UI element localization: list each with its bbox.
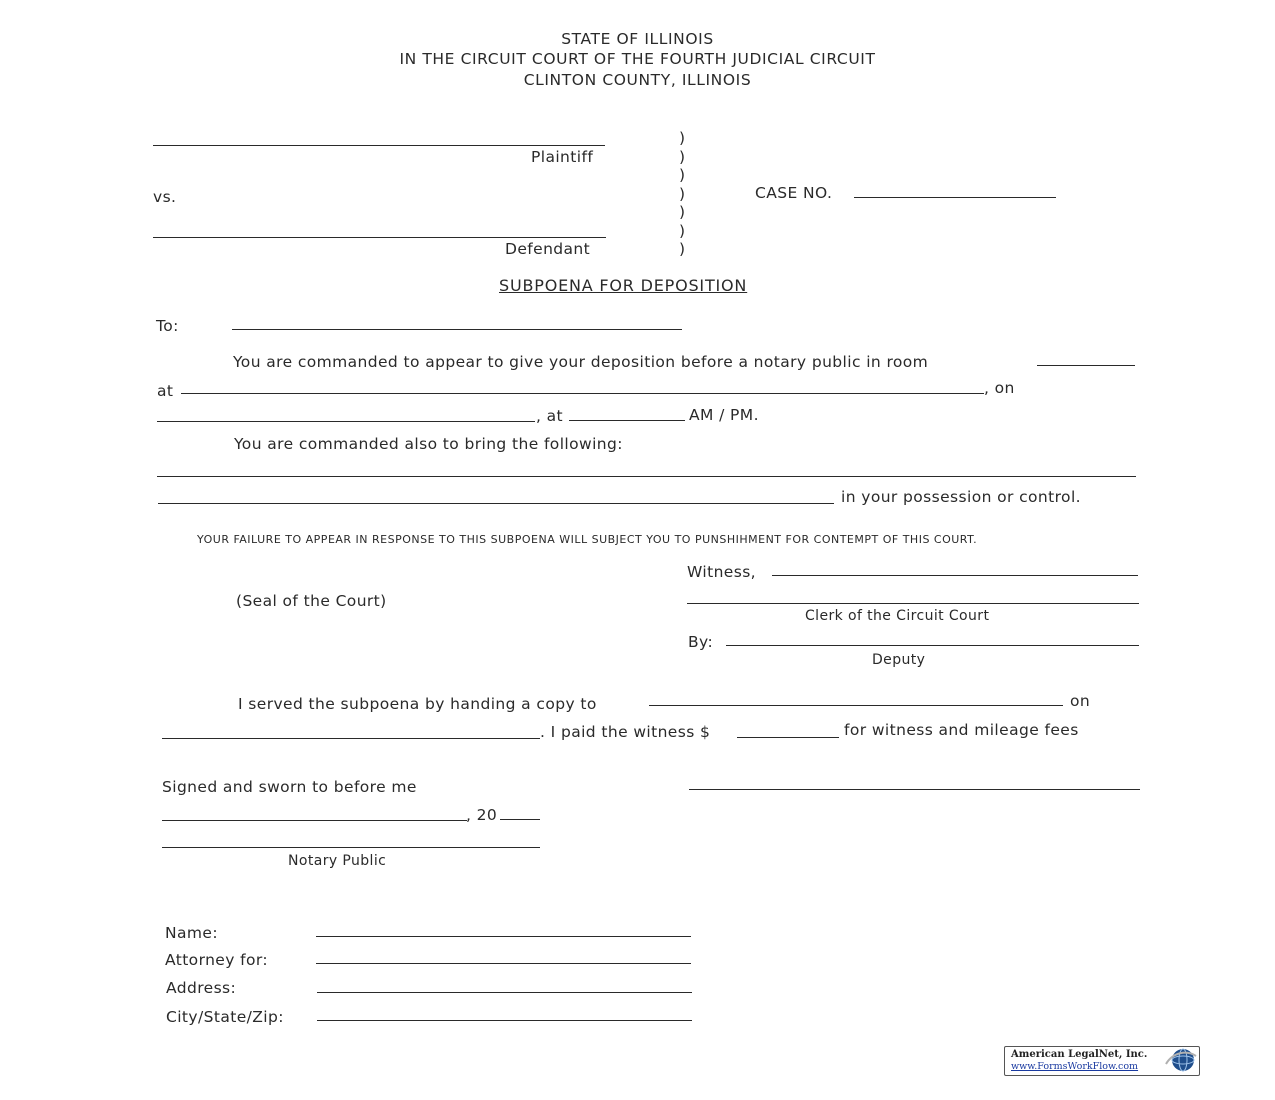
header-state: STATE OF ILLINOIS — [561, 30, 714, 48]
address-field[interactable] — [317, 992, 692, 993]
paid-text: . I paid the witness $ — [540, 723, 711, 741]
witness-label: Witness, — [687, 563, 757, 581]
ampm-label: AM / PM. — [689, 406, 759, 424]
seal-label: (Seal of the Court) — [236, 592, 387, 610]
american-legalnet-logo[interactable] — [1004, 1046, 1200, 1076]
address-label: Address: — [166, 979, 237, 997]
deputy-label: Deputy — [872, 652, 926, 668]
attorney-for-field[interactable] — [316, 963, 691, 964]
notary-label: Notary Public — [288, 853, 387, 869]
bracket: ) — [679, 222, 686, 240]
plaintiff-line[interactable] — [153, 145, 605, 146]
case-no-label: CASE NO. — [755, 184, 833, 202]
form-title: SUBPOENA FOR DEPOSITION — [499, 276, 748, 295]
witness-field[interactable] — [772, 575, 1138, 576]
served-text: I served the subpoena by handing a copy to — [238, 695, 597, 713]
command-text: You are commanded to appear to give your deposition before a notary public in room — [233, 353, 929, 371]
clerk-signature-field[interactable] — [687, 603, 1139, 604]
header-county: CLINTON COUNTY, ILLINOIS — [523, 71, 752, 89]
to-field[interactable] — [232, 329, 682, 330]
sworn-date-field[interactable] — [162, 820, 467, 821]
to-label: To: — [156, 317, 179, 335]
server-signature-field[interactable] — [689, 789, 1140, 790]
served-to-field[interactable] — [649, 705, 1063, 706]
room-field[interactable] — [1037, 365, 1135, 366]
bracket: ) — [679, 185, 686, 203]
served-on-label: on — [1070, 692, 1091, 710]
items-field-1[interactable] — [157, 476, 1136, 477]
bracket: ) — [679, 203, 686, 221]
year-field[interactable] — [500, 819, 540, 820]
name-field[interactable] — [316, 936, 691, 937]
possession-text: in your possession or control. — [841, 488, 1081, 506]
deputy-signature-field[interactable] — [726, 645, 1139, 646]
clerk-label: Clerk of the Circuit Court — [805, 608, 990, 624]
bracket: ) — [679, 129, 686, 147]
sworn-text: Signed and sworn to before me — [162, 778, 417, 796]
defendant-line[interactable] — [153, 237, 606, 238]
bracket: ) — [679, 148, 686, 166]
plaintiff-label: Plaintiff — [531, 148, 594, 166]
bracket: ) — [679, 240, 686, 258]
logo-company-name: American LegalNet, Inc. — [1011, 1049, 1148, 1060]
header-court: IN THE CIRCUIT COURT OF THE FOURTH JUDICIAL CIRCUIT — [399, 50, 876, 68]
defendant-label: Defendant — [505, 240, 591, 258]
vs-label: vs. — [153, 188, 177, 206]
served-date-field[interactable] — [162, 738, 540, 739]
city-state-zip-field[interactable] — [317, 1020, 692, 1021]
logo-url-link[interactable]: www.FormsWorkFlow.com — [1011, 1061, 1139, 1072]
case-no-field[interactable] — [854, 197, 1056, 198]
on-label: , on — [984, 379, 1015, 397]
notary-signature-field[interactable] — [162, 847, 540, 848]
time-field[interactable] — [569, 420, 685, 421]
attorney-for-label: Attorney for: — [165, 951, 268, 969]
contempt-warning: YOUR FAILURE TO APPEAR IN RESPONSE TO THIS SUBPOENA WILL SUBJECT YOU TO PUNSHIHMENT FOR CONTEMPT OF THIS COURT. — [197, 533, 978, 546]
by-label: By: — [688, 633, 714, 651]
location-field[interactable] — [181, 393, 984, 394]
at-label: at — [157, 382, 174, 400]
at-time-label: , at — [536, 407, 564, 425]
globe-icon — [1163, 1048, 1197, 1072]
fees-text: for witness and mileage fees — [844, 721, 1079, 739]
items-field-2[interactable] — [158, 503, 834, 504]
year-text: , 20 — [466, 806, 498, 824]
bring-text: You are commanded also to bring the following: — [234, 435, 623, 453]
name-label: Name: — [165, 924, 218, 942]
bracket: ) — [679, 166, 686, 184]
date-field[interactable] — [157, 421, 535, 422]
city-state-zip-label: City/State/Zip: — [166, 1008, 284, 1026]
fee-amount-field[interactable] — [737, 737, 839, 738]
